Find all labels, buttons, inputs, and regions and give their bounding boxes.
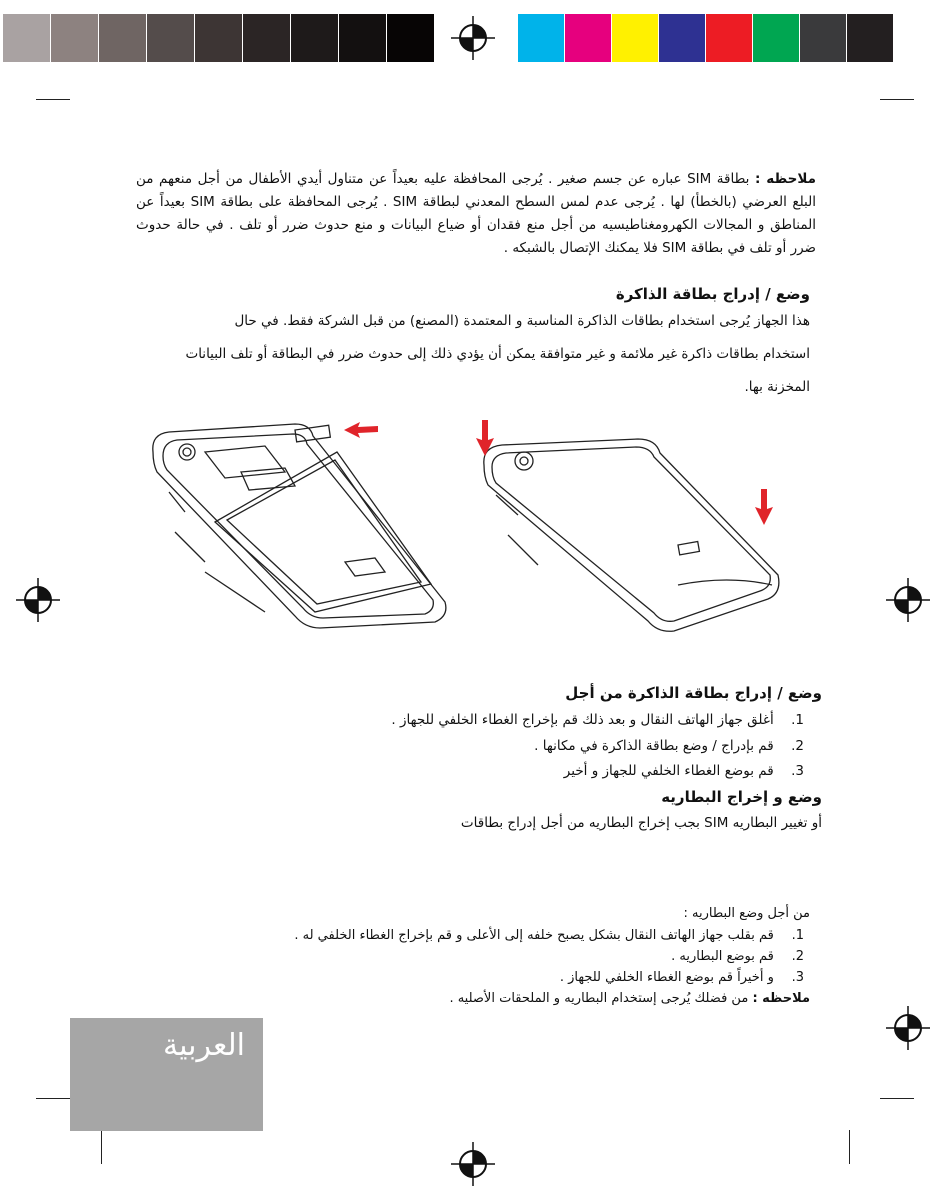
language-label: العربية bbox=[163, 1028, 245, 1063]
battery-note-label: ملاحظه : bbox=[752, 991, 810, 1006]
gray-swatch bbox=[195, 14, 242, 62]
registration-mark-right bbox=[884, 576, 932, 624]
insert-step-3: 3. قم بوضع الغطاء الخلفي للجهاز و أخير bbox=[563, 763, 804, 779]
battery-step-3: 3. و أخيراً قم بوضع الغطاء الخلفي للجهاز . bbox=[559, 970, 804, 985]
color-swatch bbox=[565, 14, 611, 62]
battery-insert-text: أو تغيير البطاريه SIM بجب إخراج البطاريه من أجل إدراج بطاقات bbox=[460, 815, 822, 831]
memory-card-heading: وضع / إدراج بطاقة الذاكرة bbox=[615, 285, 810, 303]
registration-mark-right-lower bbox=[884, 1004, 932, 1052]
crop-mark bbox=[36, 1098, 70, 1099]
color-swatch bbox=[800, 14, 846, 62]
registration-mark-top bbox=[449, 14, 497, 62]
crop-mark bbox=[849, 1130, 850, 1164]
insert-step-1: 1. أغلق جهاز الهاتف النقال و بعد ذلك قم بإخراج الغطاء الخلفي للجهاز . bbox=[391, 712, 804, 728]
memory-card-line: هذا الجهاز يُرجى استخدام بطاقات الذاكرة المناسبة و المعتمدة (المصنع) من قبل الشركة فقط. في حال bbox=[234, 313, 810, 329]
color-swatch bbox=[847, 14, 893, 62]
color-swatch bbox=[518, 14, 564, 62]
note-label: ملاحظه : bbox=[754, 171, 816, 187]
battery-insert-heading: وضع و إخراج البطاريه bbox=[661, 788, 822, 806]
insert-card-heading: وضع / إدراج بطاقة الذاكرة من أجل bbox=[565, 684, 822, 702]
gray-swatch bbox=[243, 14, 290, 62]
phone-back-cover-illustration bbox=[478, 435, 788, 635]
gray-swatch bbox=[291, 14, 338, 62]
battery-note bbox=[210, 991, 810, 1006]
battery-step-2: 2. قم بوضع البطاريه . bbox=[671, 949, 804, 964]
gray-swatch bbox=[51, 14, 98, 62]
battery-note-text: من فضلك يُرجى إستخدام البطاريه و الملحقات الأصليه . bbox=[449, 991, 749, 1006]
color-swatch bbox=[659, 14, 705, 62]
crop-mark bbox=[36, 99, 70, 100]
memory-card-line: استخدام بطاقات ذاكرة غير ملائمة و غير متوافقة يمكن أن يؤدي ذلك إلى حدوث ضرر في البطاقة أو تلف البيانات bbox=[185, 346, 810, 362]
gray-swatch bbox=[387, 14, 434, 62]
registration-mark-left bbox=[14, 576, 62, 624]
battery-step-1: 1. قم بقلب جهاز الهاتف النقال بشكل يصبح خلفه إلى الأعلى و قم بإخراج الغطاء الخلفي له . bbox=[294, 928, 804, 943]
note-text: بطاقة SIM عباره عن جسم صغير . يُرجى المحافظة عليه بعيداً عن متناول أيدي الأطفال من أجل منعهم من البلع العرضي (بالخطأ) لها . يُرجى عدم لمس السطح المعدني لبطاقة SIM . يُرجى المحافظة على بطاقة SIM بعيداً عن المناطق و المجالات الكهرومغناطيسيه من أجل منع فقدان أو ضياع البيانات و منع حدوث ضرر أو تلف . في حالة حدوث ضرر أو تلف في بطاقة SIM فلا يمكنك الإتصال بالشبكه . bbox=[136, 171, 816, 256]
gray-swatch bbox=[99, 14, 146, 62]
insert-step-2: 2. قم بإدراج / وضع بطاقة الذاكرة في مكانها . bbox=[534, 738, 804, 754]
gray-swatch bbox=[339, 14, 386, 62]
crop-mark bbox=[101, 1130, 102, 1164]
arrow-down-icon bbox=[753, 487, 775, 527]
crop-mark bbox=[880, 1098, 914, 1099]
registration-mark-bottom bbox=[449, 1140, 497, 1188]
sim-note-paragraph bbox=[136, 168, 816, 260]
arrow-down-icon bbox=[474, 418, 496, 458]
color-swatch bbox=[753, 14, 799, 62]
crop-mark bbox=[880, 99, 914, 100]
gray-swatch bbox=[147, 14, 194, 62]
gray-swatch bbox=[3, 14, 50, 62]
phone-open-back-illustration bbox=[145, 412, 455, 632]
arrow-left-icon bbox=[340, 418, 380, 440]
memory-card-section bbox=[120, 285, 810, 404]
color-swatch bbox=[706, 14, 752, 62]
memory-card-line: المخزنة بها. bbox=[744, 379, 810, 395]
color-swatch bbox=[612, 14, 658, 62]
battery-intro: من أجل وضع البطاريه : bbox=[683, 906, 810, 921]
language-tab bbox=[70, 1018, 263, 1131]
